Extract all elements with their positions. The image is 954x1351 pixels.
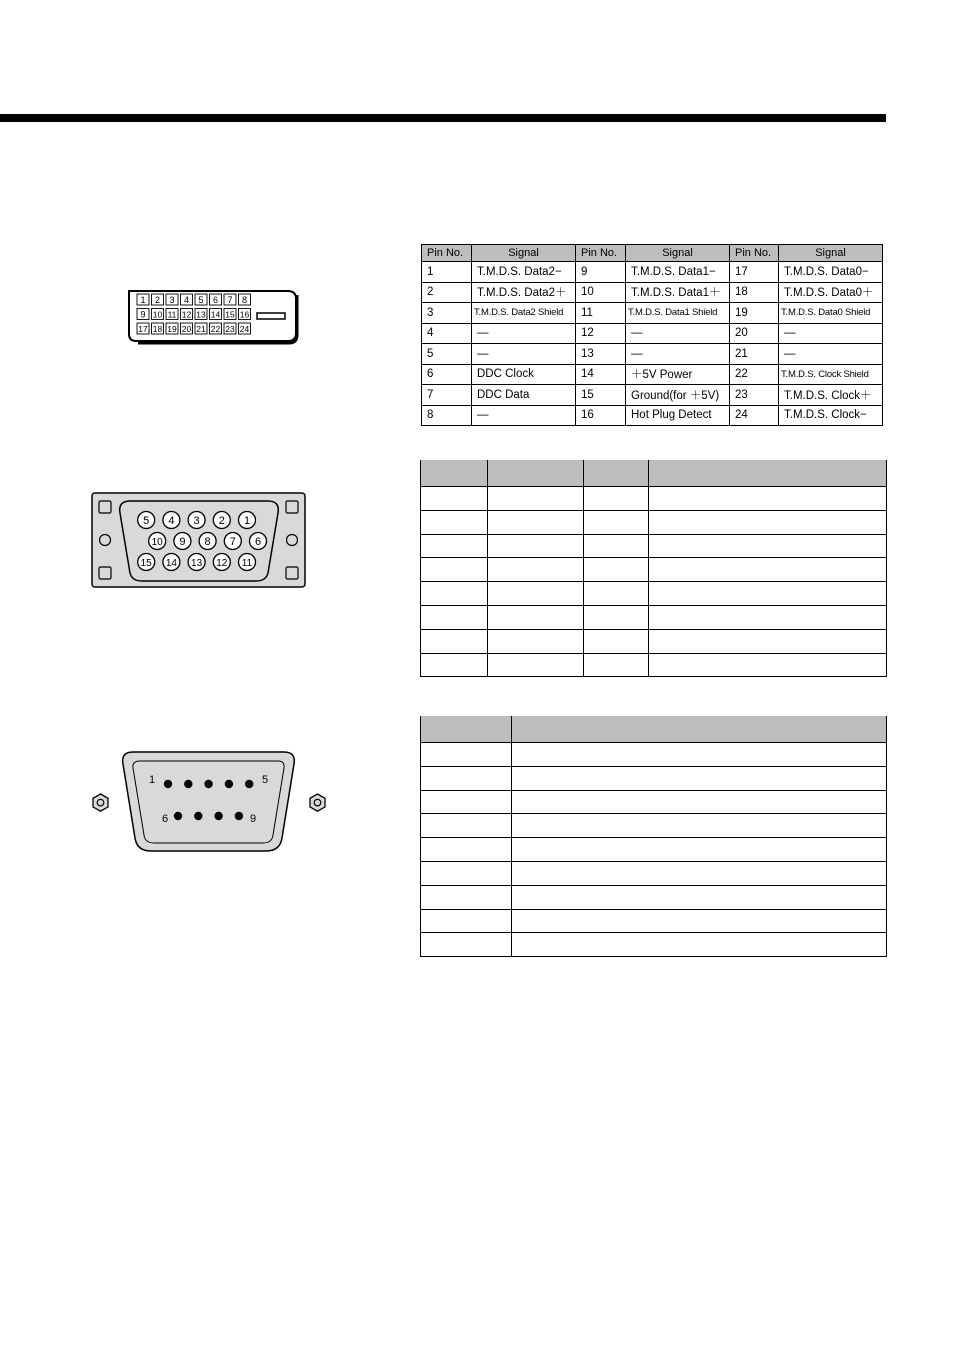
signal-cell: —	[626, 344, 730, 365]
dvi-header-signal-1: Signal	[472, 245, 576, 262]
empty-cell	[488, 605, 584, 629]
empty-cell	[584, 582, 649, 606]
rs232-pin-dot	[225, 780, 233, 788]
dvi-pin-number: 22	[210, 324, 221, 334]
rs232-pin-label-5: 5	[261, 774, 269, 786]
table-row	[421, 534, 887, 558]
table-row	[422, 282, 883, 303]
pin-number-cell: 5	[422, 344, 472, 365]
pin-number-cell: 3	[422, 303, 472, 324]
pin-number-cell: 18	[730, 282, 779, 303]
empty-cell	[512, 933, 887, 957]
pin-number-cell: 20	[730, 323, 779, 344]
empty-cell	[512, 838, 887, 862]
dvi-pin-number: 20	[181, 324, 192, 334]
top-rule	[0, 114, 886, 122]
empty-cell	[421, 933, 512, 957]
empty-cell	[488, 582, 584, 606]
rs232-pin-dot	[164, 780, 172, 788]
dvi-pin-number: 8	[241, 295, 248, 305]
empty-cell	[421, 582, 488, 606]
table-row	[421, 605, 887, 629]
empty-cell	[421, 605, 488, 629]
empty-cell	[488, 653, 584, 677]
table-row	[421, 838, 887, 862]
pin-number-cell: 8	[422, 405, 472, 426]
empty-cell	[512, 743, 887, 767]
signal-cell: ＋5V Power	[626, 364, 730, 385]
empty-cell	[488, 534, 584, 558]
pin-number-cell: 23	[730, 385, 779, 406]
dvi-pin-number: 23	[225, 324, 235, 334]
signal-cell: T.M.D.S. Data0＋	[779, 282, 883, 303]
pin-number-cell: 6	[422, 364, 472, 385]
empty-cell	[512, 909, 887, 933]
dvi-pin-number: 5	[198, 295, 204, 305]
empty-cell	[649, 487, 887, 511]
vga-pin-number: 6	[254, 536, 262, 548]
table-row	[421, 814, 887, 838]
pin-number-cell: 7	[422, 385, 472, 406]
table-row	[421, 743, 887, 767]
signal-cell: —	[779, 323, 883, 344]
table-row	[422, 364, 883, 385]
table-row	[421, 766, 887, 790]
vga-pin-number: 5	[143, 515, 150, 527]
rs232-pin-dot	[245, 780, 253, 788]
pin-number-cell: 16	[576, 405, 626, 426]
table-row	[422, 385, 883, 406]
pin-number-cell: 1	[422, 262, 472, 283]
signal-cell: T.M.D.S. Clock−	[779, 405, 883, 426]
table-row	[421, 510, 887, 534]
signal-cell: —	[779, 344, 883, 365]
dvi-pin-number: 2	[154, 295, 161, 305]
vga-pin-table	[420, 460, 887, 677]
empty-cell	[584, 653, 649, 677]
dvi-pin-number: 9	[140, 309, 146, 320]
empty-cell	[421, 653, 488, 677]
table-row	[421, 653, 887, 677]
empty-cell	[649, 534, 887, 558]
dvi-flat-pin	[257, 313, 285, 319]
pin-number-cell: 12	[576, 323, 626, 344]
empty-cell	[421, 885, 512, 909]
table-row	[421, 861, 887, 885]
dvi-header-signal-3: Signal	[779, 245, 883, 262]
dvi-pin-number: 19	[167, 324, 177, 334]
dvi-pin-number: 14	[210, 309, 221, 320]
signal-cell: T.M.D.S. Data1−	[626, 262, 730, 283]
pin-number-cell: 9	[576, 262, 626, 283]
empty-cell	[649, 653, 887, 677]
dvi-pin-number: 4	[183, 295, 190, 305]
vga-pin-number: 7	[229, 536, 236, 548]
empty-cell	[421, 558, 488, 582]
vga-pin-number: 11	[241, 558, 253, 569]
vga-pin-number: 13	[191, 558, 203, 569]
pin-number-cell: 11	[576, 303, 626, 324]
dvi-pin-number: 6	[212, 295, 219, 305]
pin-number-cell: 22	[730, 364, 779, 385]
empty-cell	[421, 743, 512, 767]
dvi-pin-number: 11	[167, 309, 177, 320]
dvi-pin-number: 18	[152, 324, 163, 334]
empty-cell	[512, 814, 887, 838]
vga-pin-number: 12	[216, 558, 228, 569]
dvi-pin-table	[421, 244, 883, 426]
empty-cell	[421, 909, 512, 933]
signal-cell: —	[472, 405, 576, 426]
vga-connector-diagram	[90, 491, 308, 591]
empty-cell	[488, 629, 584, 653]
signal-cell: —	[626, 323, 730, 344]
signal-cell: T.M.D.S. Clock Shield	[779, 364, 883, 385]
dvi-pin-number: 7	[227, 295, 233, 305]
signal-cell: T.M.D.S. Clock＋	[779, 385, 883, 406]
empty-cell	[584, 534, 649, 558]
signal-cell: T.M.D.S. Data0 Shield	[779, 303, 883, 324]
empty-cell	[584, 629, 649, 653]
empty-cell	[488, 487, 584, 511]
vga-pin-number: 14	[165, 558, 177, 569]
pin-number-cell: 2	[422, 282, 472, 303]
signal-cell: T.M.D.S. Data2−	[472, 262, 576, 283]
vga-pin-number: 4	[168, 515, 175, 527]
empty-cell	[421, 510, 488, 534]
signal-cell: DDC Data	[472, 385, 576, 406]
signal-cell: Ground(for ＋5V)	[626, 385, 730, 406]
pin-number-cell: 19	[730, 303, 779, 324]
rs232-pin-dot	[204, 780, 212, 788]
vga-pin-number: 9	[179, 536, 186, 548]
signal-cell: —	[472, 323, 576, 344]
signal-cell: —	[472, 344, 576, 365]
empty-cell	[488, 558, 584, 582]
dvi-header-pin-3: Pin No.	[730, 245, 779, 262]
empty-cell	[421, 629, 488, 653]
empty-cell	[649, 629, 887, 653]
empty-cell	[512, 861, 887, 885]
table-row	[422, 405, 883, 426]
empty-cell	[421, 534, 488, 558]
empty-cell	[512, 885, 887, 909]
vga-pin-number: 8	[204, 536, 211, 548]
rs232-pin-dot	[194, 812, 202, 820]
vga-pin-number: 2	[218, 515, 225, 527]
dvi-table-header-row	[422, 245, 883, 262]
rs232-pin-dot	[184, 780, 192, 788]
empty-cell	[421, 838, 512, 862]
dvi-pin-number: 13	[196, 309, 206, 320]
signal-cell: T.M.D.S. Data0−	[779, 262, 883, 283]
pin-number-cell: 4	[422, 323, 472, 344]
empty-cell	[421, 790, 512, 814]
table-row	[421, 933, 887, 957]
rs232-pin-dot	[235, 812, 243, 820]
dvi-header-signal-2: Signal	[626, 245, 730, 262]
dvi-pin-number: 17	[138, 324, 148, 334]
pin-number-cell: 15	[576, 385, 626, 406]
rs232-pin-dot	[174, 812, 182, 820]
empty-cell	[421, 766, 512, 790]
empty-cell	[584, 558, 649, 582]
dvi-header-pin-2: Pin No.	[576, 245, 626, 262]
dvi-pin-number: 24	[239, 324, 250, 334]
table-row	[422, 303, 883, 324]
empty-cell	[421, 861, 512, 885]
signal-cell: T.M.D.S. Data2 Shield	[472, 303, 576, 324]
pin-number-cell: 14	[576, 364, 626, 385]
table-row	[422, 262, 883, 283]
rs232-connector-diagram	[88, 748, 332, 856]
table-row	[421, 558, 887, 582]
empty-cell	[421, 814, 512, 838]
dvi-pin-number: 21	[196, 324, 206, 334]
vga-pin-number: 3	[193, 515, 200, 527]
vga-pin-number: 1	[243, 515, 251, 527]
empty-cell	[512, 766, 887, 790]
table-row	[421, 629, 887, 653]
table-row	[421, 885, 887, 909]
empty-cell	[649, 605, 887, 629]
empty-cell	[584, 510, 649, 534]
empty-cell	[512, 790, 887, 814]
dvi-pin-number: 15	[225, 309, 235, 320]
vga-pin-number: 15	[140, 558, 152, 569]
empty-cell	[649, 510, 887, 534]
empty-cell	[584, 605, 649, 629]
table-row	[421, 909, 887, 933]
pin-number-cell: 10	[576, 282, 626, 303]
table-row	[421, 582, 887, 606]
vga-table-header-row	[421, 460, 887, 487]
dvi-pin-number: 16	[239, 309, 250, 320]
rs232-pin-dot	[214, 812, 222, 820]
signal-cell: T.M.D.S. Data1 Shield	[626, 303, 730, 324]
signal-cell: Hot Plug Detect	[626, 405, 730, 426]
signal-cell: DDC Clock	[472, 364, 576, 385]
dvi-pin-number: 12	[181, 309, 192, 320]
empty-cell	[584, 487, 649, 511]
signal-cell: T.M.D.S. Data2＋	[472, 282, 576, 303]
dvi-header-pin-1: Pin No.	[422, 245, 472, 262]
empty-cell	[649, 582, 887, 606]
rs232-pin-table	[420, 716, 887, 957]
dvi-pin-number: 1	[140, 295, 146, 305]
pin-number-cell: 21	[730, 344, 779, 365]
rs232-pin-label-9: 9	[249, 813, 257, 825]
table-row	[421, 790, 887, 814]
pin-number-cell: 13	[576, 344, 626, 365]
empty-cell	[649, 558, 887, 582]
rs232-table-header-row	[421, 716, 887, 743]
rs232-pin-label-6: 6	[161, 813, 169, 825]
empty-cell	[421, 487, 488, 511]
pin-number-cell: 17	[730, 262, 779, 283]
rs232-pin-label-1: 1	[148, 774, 156, 786]
vga-pin-number: 10	[151, 537, 163, 548]
pin-number-cell: 24	[730, 405, 779, 426]
table-row	[422, 344, 883, 365]
empty-cell	[488, 510, 584, 534]
dvi-connector-diagram	[126, 289, 302, 345]
signal-cell: T.M.D.S. Data1＋	[626, 282, 730, 303]
table-row	[421, 487, 887, 511]
dvi-pin-number: 3	[169, 295, 175, 305]
table-row	[422, 323, 883, 344]
dvi-pin-number: 10	[152, 309, 163, 320]
